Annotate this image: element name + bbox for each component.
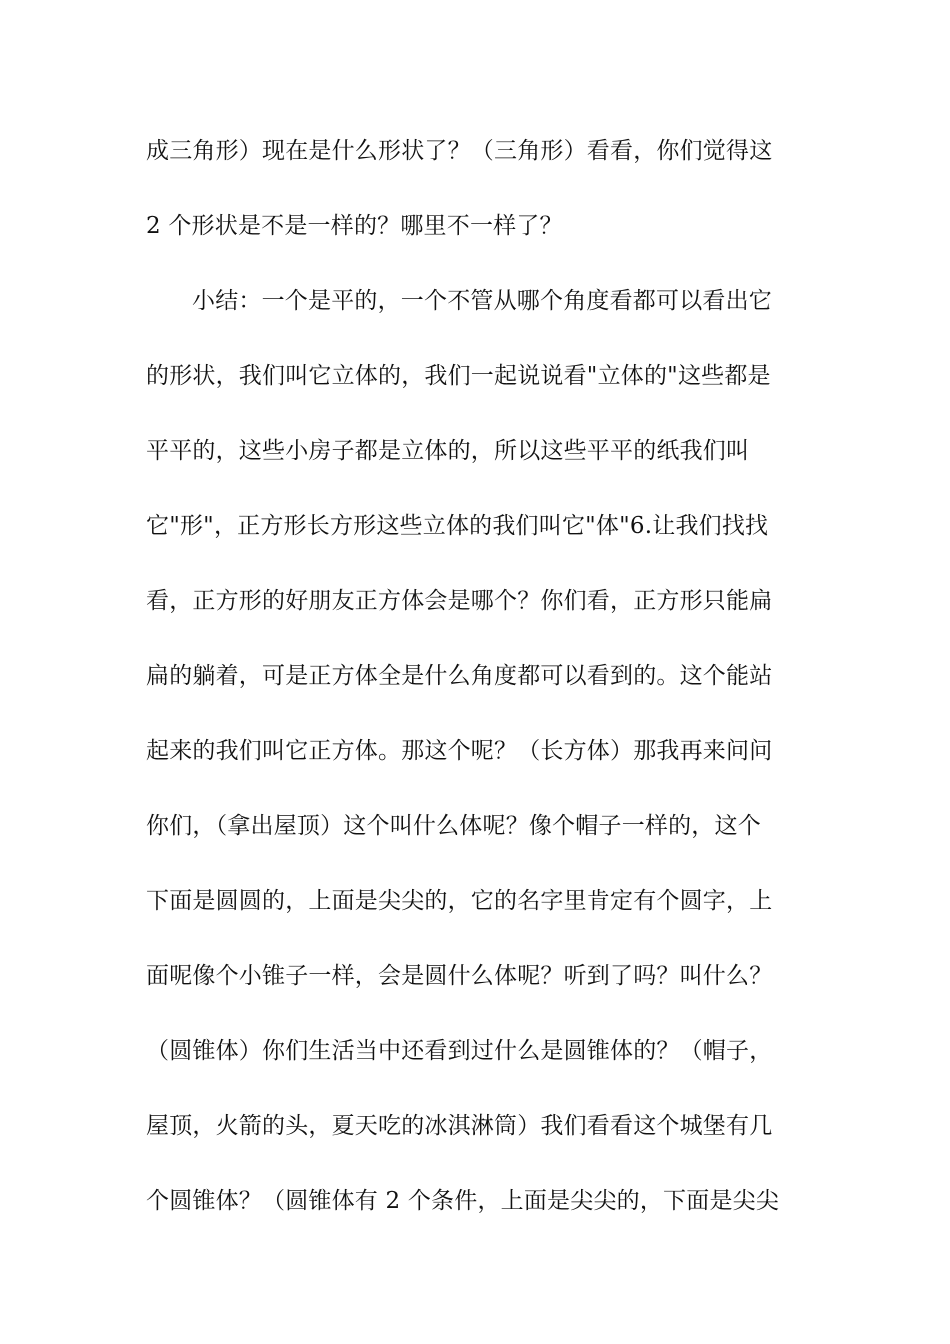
- text-line: 小结：一个是平的，一个不管从哪个角度看都可以看出它: [192, 288, 772, 314]
- text-line: 个圆锥体？（圆锥体有 2 个条件，上面是尖尖的，下面是尖尖: [146, 1188, 780, 1214]
- text-line: （圆锥体）你们生活当中还看到过什么是圆锥体的？（帽子，: [146, 1038, 773, 1064]
- text-line: 扁的躺着，可是正方体全是什么角度都可以看到的。这个能站: [146, 663, 773, 689]
- text-line: 面呢像个小锥子一样，会是圆什么体呢？听到了吗？叫什么？: [146, 963, 773, 989]
- text-line: 起来的我们叫它正方体。那这个呢？（长方体）那我再来问问: [146, 738, 773, 764]
- text-line: 下面是圆圆的，上面是尖尖的，它的名字里肯定有个圆字，上: [146, 888, 773, 914]
- text-line: 平平的，这些小房子都是立体的，所以这些平平的纸我们叫: [146, 438, 750, 464]
- text-line: 它"形"，正方形长方形这些立体的我们叫它"体"6.让我们找找: [146, 513, 769, 539]
- text-line: 的形状，我们叫它立体的，我们一起说说看"立体的"这些都是: [146, 363, 771, 389]
- text-line: 你们，（拿出屋顶）这个叫什么体呢？像个帽子一样的，这个: [146, 813, 761, 839]
- text-line: 屋顶，火箭的头，夏天吃的冰淇淋筒）我们看看这个城堡有几: [146, 1113, 773, 1139]
- text-line: 看，正方形的好朋友正方体会是哪个？你们看，正方形只能扁: [146, 588, 773, 614]
- text-line: 2 个形状是不是一样的？哪里不一样了？: [146, 213, 563, 239]
- text-line: 成三角形）现在是什么形状了？（三角形）看看，你们觉得这: [146, 138, 773, 164]
